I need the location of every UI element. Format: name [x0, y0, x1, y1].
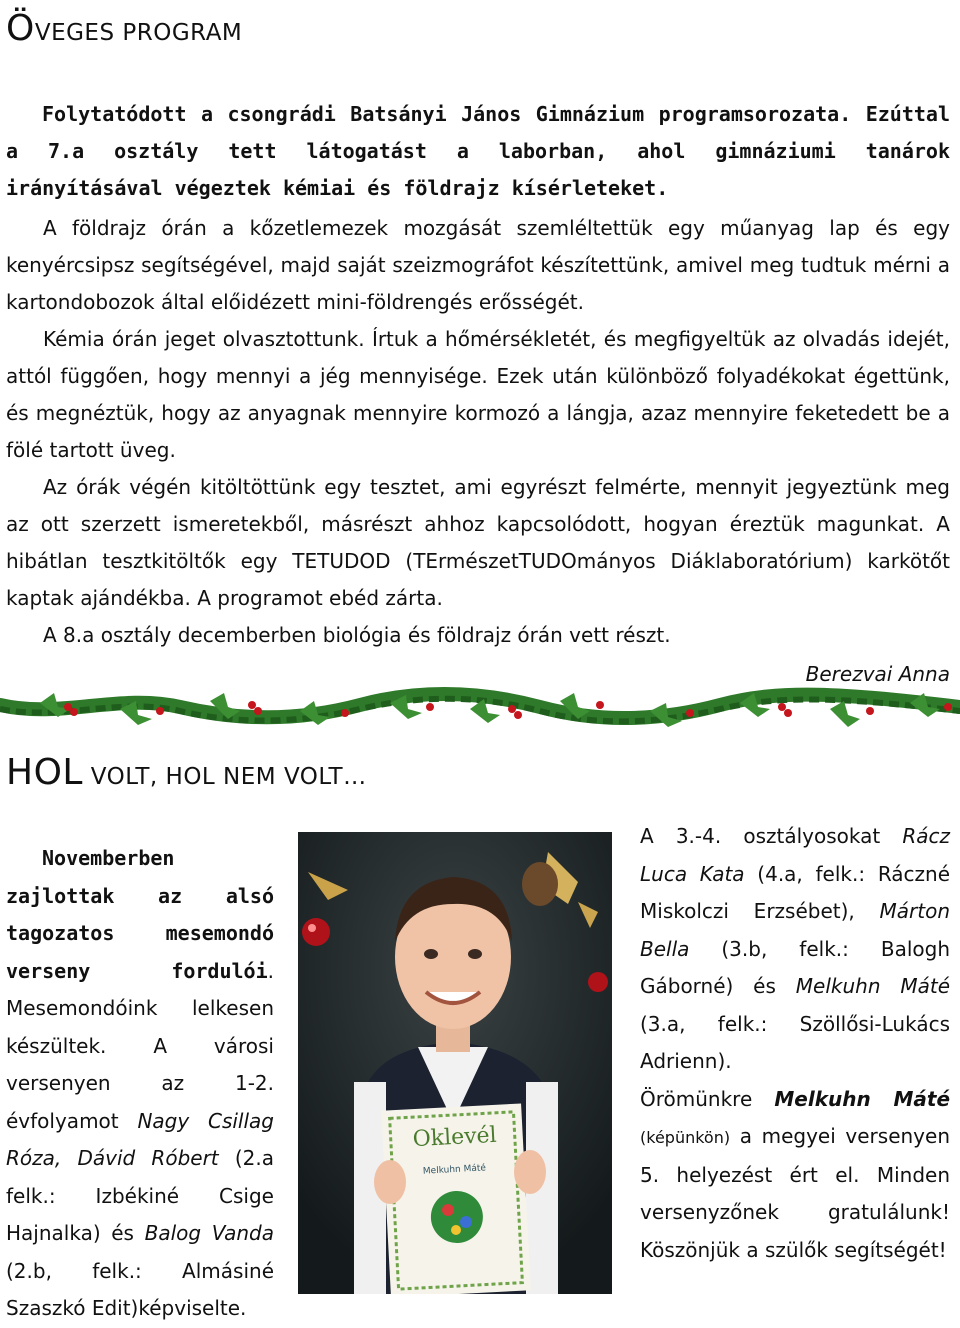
paragraph-chemistry: Kémia órán jeget olvasztottunk. Írtuk a hőmérsékletét, és megfigyeltük az olvadás idejét, attól függően, hogy mennyi a jég mennyisége. Ezek után különböző folyadékokat égettünk, és megnéztük, hogy az anyagnak mennyire kormozó a lángja, azaz mennyire feketedett be a fölé tartott üveg. [6, 327, 950, 462]
right-text-5: Örömünkre [640, 1086, 775, 1111]
title-rest: VEGES PROGRAM [34, 20, 243, 46]
title-initial: Ö [6, 8, 35, 49]
left-text-3: (2.b, felk.: Almásiné Szaszkó Edit)képviselte. [6, 1258, 274, 1320]
right-name-1: Rácz Luca Kata [640, 824, 950, 886]
paragraph-8a: A 8.a osztály decemberben biológia és földrajz órán vett részt. [43, 623, 671, 647]
lead-paragraph: Folytatódott a csongrádi Batsányi János Gimnázium programsorozata. Ezúttal a 7.a osztály tett látogatást a laborban, ahol gimnáziumi tanárok irányításával végeztek kémiai és földrajz kísérleteket. [6, 102, 950, 200]
right-name-2: Márton Bella [640, 899, 950, 961]
left-text-1: . Mesemondóink lelkesen készültek. A városi versenyen az 1-2. évfolyamot [6, 958, 274, 1133]
right-paragraph-1 [640, 818, 950, 1081]
right-text-1: A 3.-4. osztályosokat [640, 824, 903, 848]
right-column [640, 818, 950, 1269]
author-signature: Berezvai Anna [805, 662, 950, 686]
right-winner-name: Melkuhn Máté [774, 1086, 951, 1111]
article-body [6, 210, 950, 654]
right-text-6: a megyei versenyen 5. helyezést ért el. Minden versenyzőnek gratulálunk! Köszönjük a szülők segítségét! [640, 1124, 950, 1262]
title-rest: VOLT, HOL NEM VOLT… [82, 764, 367, 790]
right-name-3: Melkuhn Máté [795, 974, 950, 998]
left-column [6, 840, 274, 1328]
left-paragraph [6, 840, 274, 1328]
left-names-2: Balog Vanda [144, 1221, 275, 1245]
title-initial: HOL [6, 752, 83, 793]
section-title-oveges [6, 8, 242, 49]
left-text-2: (2.a felk.: Izbékiné Csige Hajnalka) és [6, 1146, 275, 1245]
diploma-title: Oklevél [412, 1122, 498, 1153]
right-text-2: (4.a, felk.: Ráczné Miskolczi Erzsébet), [640, 861, 951, 923]
diploma-name: Melkuhn Máté [422, 1163, 487, 1177]
paragraph-test: Az órák végén kitöltöttünk egy tesztet, ami egyrészt felmérte, mennyit jegyeztünk meg az ott szerzett ismeretekből, másrészt ahhoz kapcsolódott, hogyan éreztük magunkat. A hibátlan tesztkitöltők egy TETUDOD (TErmészetTUDOmányos Diáklaboratórium) karkötőt kaptak ajándékba. A programot ebéd zárta. [6, 475, 950, 610]
paragraph-geography: A földrajz órán a kőzetlemezek mozgását szemléltettük egy műanyag lap és egy kenyércsipsz segítségével, majd saját szeizmográfot készítettünk, amivel meg tudtuk mérni a kartondobozok által előidézett mini-földrengés erősségét. [6, 216, 950, 314]
student-photo [298, 832, 612, 1294]
left-names-1: Nagy Csillag Róza, Dávid Róbert [6, 1108, 274, 1170]
section-title-hol-volt [6, 752, 367, 793]
right-text-4: (3.a, felk.: Szöllősi-Lukács Adrienn). [640, 1011, 950, 1073]
holly-garland-divider [0, 685, 960, 731]
right-paragraph-2 [640, 1081, 950, 1270]
right-photo-note: (képünkön) [640, 1128, 731, 1147]
photo-illustration [298, 832, 612, 1294]
left-bold-text: Novemberben zajlottak az alsó tagozatos mesemondó verseny fordulói [6, 846, 274, 983]
right-text-3: (3.b, felk.: Balogh Gáborné) és [640, 936, 950, 998]
